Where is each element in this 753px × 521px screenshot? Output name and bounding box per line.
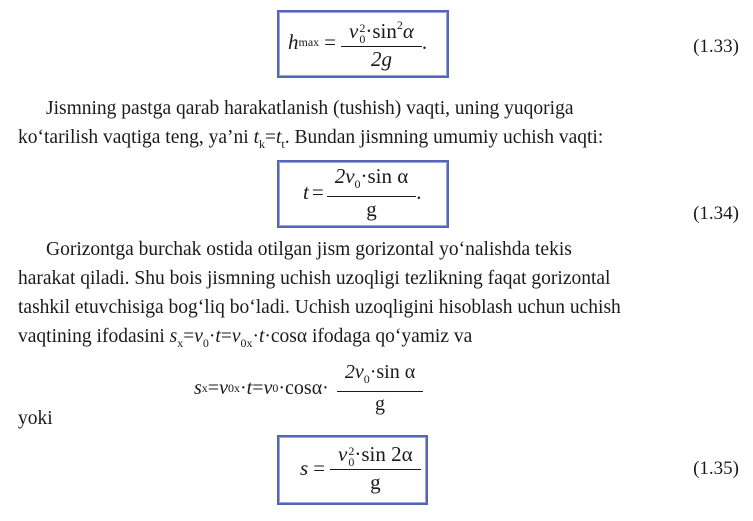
equation-number-1-34: (1.34) bbox=[693, 203, 739, 224]
eq-135-fraction: v 2 0 ·sin 2α g bbox=[334, 443, 417, 492]
eq-133-lhs-var: h bbox=[288, 29, 299, 54]
yoki-text: yoki bbox=[18, 408, 53, 429]
paragraph-2-line-4: vaqtining ifodasini $s_x=v_0\cdot t=v_{0x}\cdot t\cdot\cos\alpha$ ifodaga qo‘yamiz va bbox=[18, 326, 473, 350]
equation-1-34: t = $\frac{2v_0\cdot\sin \alpha}{g}$ . bbox=[303, 163, 422, 221]
eq-133-lhs-sub: max bbox=[298, 34, 320, 49]
display-fraction: $\frac{2v_0\cdot\sin \alpha}{g}$ bbox=[341, 361, 419, 415]
equation-display-sx: s x = v 0x · t = v 0 ·cosα· $\frac{2v_0\cdot\sin \alpha}{g}$ bbox=[194, 360, 423, 416]
equation-number-1-35: (1.35) bbox=[693, 458, 739, 479]
paragraph-2-line-3: tashkil etuvchisiga bog‘liq bo‘ladi. Uchish uzoqligini hisoblash uchun uchish bbox=[18, 297, 621, 318]
paragraph-2-line-2: harakat qiladi. Shu bois jismning uchish uzoqligi tezlikning faqat gorizontal bbox=[18, 268, 611, 289]
paragraph-1-line-2: ko‘tarilish vaqtiga teng, ya’ni $t_k=t_t$. Bundan jismning umumiy uchish vaqti: bbox=[18, 127, 604, 151]
eq-134-fraction: $\frac{2v_0\cdot\sin \alpha}{g}$ bbox=[331, 165, 413, 220]
eq-133-fraction: v 2 0 $\cdot\sin^2\alpha$ 2g bbox=[345, 14, 418, 69]
equation-1-33: h max = v 2 0 $\cdot\sin^2\alpha$ 2g . bbox=[288, 14, 427, 70]
equation-1-35: s = v 2 0 ·sin 2α g bbox=[300, 440, 421, 496]
equation-number-1-33: (1.33) bbox=[693, 36, 739, 57]
paragraph-2-line-1: Gorizontga burchak ostida otilgan jism gorizontal yo‘nalishda tekis bbox=[46, 239, 572, 260]
paragraph-1-line-1: Jismning pastga qarab harakatlanish (tushish) vaqti, uning yuqoriga bbox=[46, 98, 574, 119]
